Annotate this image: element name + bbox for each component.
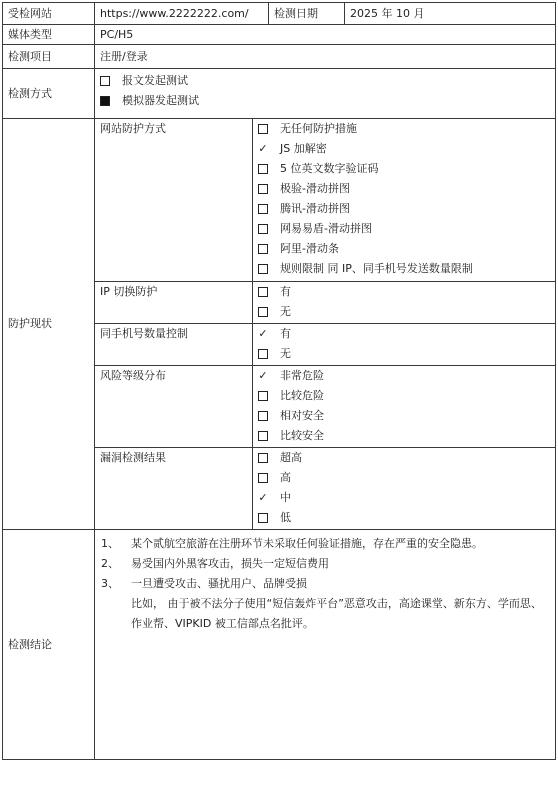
conclusion-number: 3、 [101, 577, 119, 590]
media-label: 媒体类型 [3, 25, 95, 45]
conclusion-item [101, 534, 549, 554]
item-value: 注册/登录 [95, 45, 556, 69]
status-option-label: 规则限制 同 IP、同手机号发送数量限制 [280, 262, 473, 275]
status-option [258, 259, 550, 279]
status-option [258, 119, 550, 139]
group-options [253, 119, 556, 282]
status-option [258, 366, 550, 386]
status-option-label: 低 [280, 511, 291, 524]
status-option-label: 中 [280, 491, 291, 504]
media-value: PC/H5 [95, 25, 556, 45]
group-label-protection: 网站防护方式 [95, 119, 253, 282]
group-label-risk: 风险等级分布 [95, 366, 253, 448]
group-options [253, 282, 556, 324]
method-label: 检测方式 [3, 69, 95, 119]
method-options [95, 69, 556, 119]
group-options [253, 366, 556, 448]
checkbox-empty-icon [258, 391, 268, 401]
checkbox-empty-icon [258, 264, 268, 274]
checkbox-empty-icon [258, 349, 268, 359]
checkbox-empty-icon [258, 307, 268, 317]
checkbox-empty-icon [258, 453, 268, 463]
status-option-label: 5 位英文数字验证码 [280, 162, 379, 175]
status-option-label: 无 [280, 305, 291, 318]
status-option [258, 302, 550, 322]
site-url: https://www.2222222.com/ [95, 3, 269, 25]
status-option [258, 282, 550, 302]
checkbox-empty-icon [258, 124, 268, 134]
checkbox-filled-icon [100, 96, 110, 106]
checkbox-empty-icon [100, 76, 110, 86]
status-option-label: 无任何防护措施 [280, 122, 357, 135]
status-option [258, 468, 550, 488]
date-value: 2025 年 10 月 [345, 3, 556, 25]
checkbox-empty-icon [258, 513, 268, 523]
checkmark-icon: ✓ [258, 369, 268, 382]
status-option-label: 非常危险 [280, 369, 324, 382]
group-options [253, 324, 556, 366]
conclusion-text: 某个贰航空旅游在注册环节未采取任何验证措施，存在严重的安全隐患。 [131, 537, 483, 550]
method-option-label: 模拟器发起测试 [122, 94, 199, 107]
checkbox-empty-icon [258, 431, 268, 441]
group-label-phone: 同手机号数量控制 [95, 324, 253, 366]
group-label-ip: IP 切换防护 [95, 282, 253, 324]
status-option [258, 344, 550, 364]
status-label: 防护现状 [3, 119, 95, 530]
status-option [258, 508, 550, 528]
status-option-label: 腾讯-滑动拼图 [280, 202, 350, 215]
checkbox-empty-icon [258, 244, 268, 254]
status-option-label: 超高 [280, 451, 302, 464]
checkbox-empty-icon [258, 224, 268, 234]
date-label: 检测日期 [269, 3, 345, 25]
conclusion-body [95, 530, 556, 760]
checkbox-empty-icon [258, 204, 268, 214]
conclusion-number: 2、 [101, 557, 119, 570]
checkbox-empty-icon [258, 184, 268, 194]
status-option [258, 488, 550, 508]
conclusion-item [101, 574, 549, 594]
item-label: 检测项目 [3, 45, 95, 69]
conclusion-text: 一旦遭受攻击、骚扰用户、品牌受损 [131, 577, 307, 590]
status-option [258, 159, 550, 179]
status-option [258, 139, 550, 159]
checkbox-empty-icon [258, 473, 268, 483]
checkbox-empty-icon [258, 164, 268, 174]
checkbox-empty-icon [258, 287, 268, 297]
group-options [253, 448, 556, 530]
status-option [258, 199, 550, 219]
status-option-label: 网易易盾-滑动拼图 [280, 222, 372, 235]
status-option-label: 比较危险 [280, 389, 324, 402]
status-option [258, 324, 550, 344]
conclusion-text: 易受国内外黑客攻击，损失一定短信费用 [131, 557, 329, 570]
status-option-label: 无 [280, 347, 291, 360]
status-option [258, 406, 550, 426]
status-option-label: 比较安全 [280, 429, 324, 442]
status-option [258, 219, 550, 239]
checkbox-empty-icon [258, 411, 268, 421]
status-option-label: 高 [280, 471, 291, 484]
status-option [258, 448, 550, 468]
conclusion-item [101, 554, 549, 574]
status-option-label: 阿里-滑动条 [280, 242, 339, 255]
checkmark-icon: ✓ [258, 491, 268, 504]
conclusion-label: 检测结论 [3, 530, 95, 760]
method-option [100, 91, 550, 111]
status-option-label: JS 加解密 [280, 142, 327, 155]
checkmark-icon: ✓ [258, 327, 268, 340]
status-option [258, 426, 550, 446]
conclusion-paragraph: 比如， 由于被不法分子使用“短信轰炸平台”恶意攻击，高途课堂、新东方、学而思、作业帮、VIPKID 被工信部点名批评。 [131, 597, 542, 630]
status-option [258, 386, 550, 406]
status-option-label: 相对安全 [280, 409, 324, 422]
status-option-label: 极验-滑动拼图 [280, 182, 350, 195]
site-label: 受检网站 [3, 3, 95, 25]
method-option [100, 71, 550, 91]
status-option [258, 239, 550, 259]
checkmark-icon: ✓ [258, 142, 268, 155]
status-option-label: 有 [280, 327, 291, 340]
inspection-report-table [2, 2, 556, 760]
status-option-label: 有 [280, 285, 291, 298]
conclusion-number: 1、 [101, 537, 119, 550]
method-option-label: 报文发起测试 [122, 74, 188, 87]
group-label-vuln: 漏洞检测结果 [95, 448, 253, 530]
status-option [258, 179, 550, 199]
